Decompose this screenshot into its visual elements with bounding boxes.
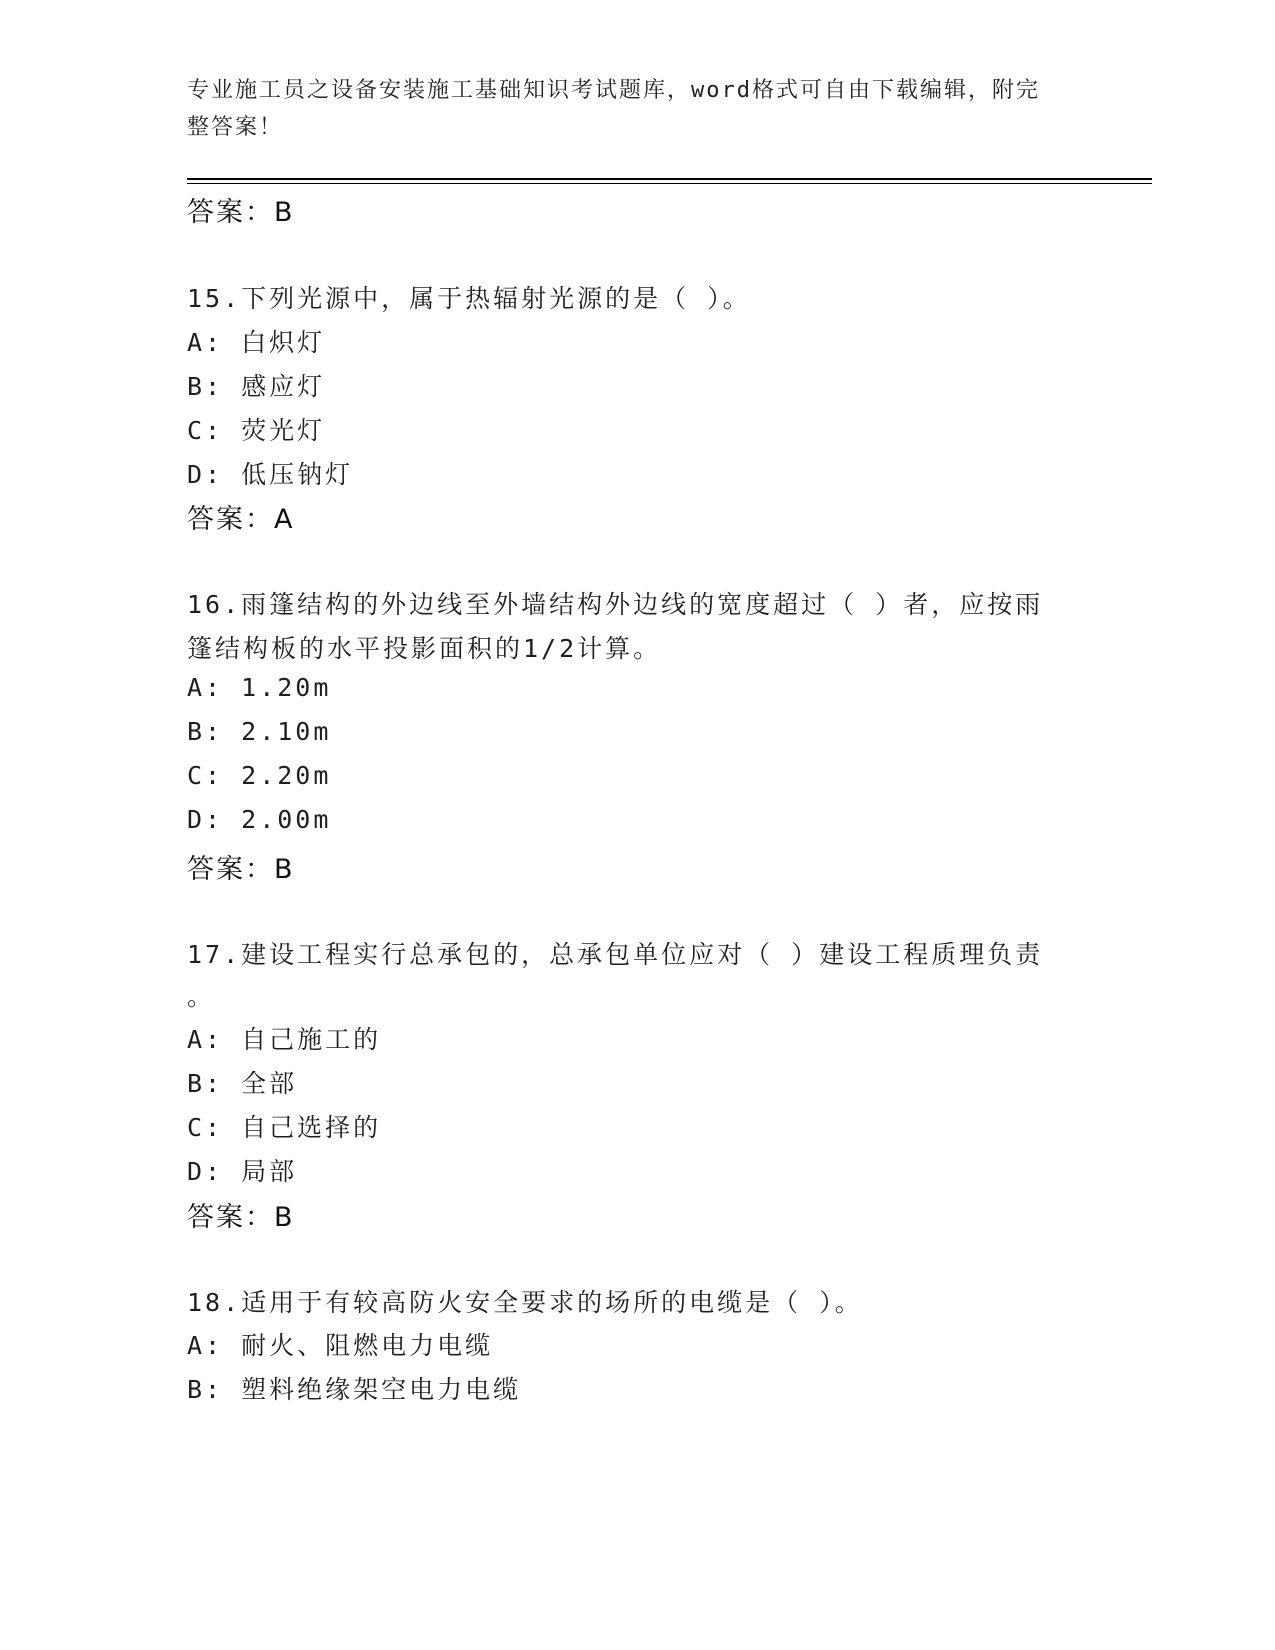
question-16-stem-line-1: 16.雨篷结构的外边线至外墙结构外边线的宽度超过（ ）者，应按雨 — [187, 590, 1044, 619]
question-17-stem-line-1: 17.建设工程实行总承包的，总承包单位应对（ ）建设工程质理负责 — [187, 940, 1044, 969]
question-16-option-c: C: 2.20m — [187, 761, 332, 790]
question-15-option-c: C: 荧光灯 — [187, 416, 326, 445]
question-17-option-a: A: 自己施工的 — [187, 1025, 382, 1054]
question-16-option-b: B: 2.10m — [187, 717, 332, 746]
previous-answer: 答案：B — [187, 197, 295, 228]
document-header — [187, 72, 1067, 146]
header-divider-thick — [187, 178, 1152, 180]
question-15-answer: 答案：A — [187, 504, 295, 535]
question-15-option-a: A: 白炽灯 — [187, 328, 326, 357]
question-17-option-d: D: 局部 — [187, 1157, 298, 1186]
header-line-2: 整答案！ — [187, 115, 284, 140]
question-18-option-b: B: 塑料绝缘架空电力电缆 — [187, 1375, 522, 1404]
header-divider-thin — [187, 183, 1152, 184]
question-15-option-b: B: 感应灯 — [187, 372, 326, 401]
question-16-stem-line-2: 篷结构板的水平投影面积的1/2计算。 — [187, 634, 662, 663]
question-15-stem: 15.下列光源中，属于热辐射光源的是（ ）。 — [187, 284, 751, 313]
question-17-option-b: B: 全部 — [187, 1069, 298, 1098]
question-18-stem: 18.适用于有较高防火安全要求的场所的电缆是（ ）。 — [187, 1288, 863, 1317]
question-17-answer: 答案：B — [187, 1202, 295, 1233]
question-16-option-a: A: 1.20m — [187, 673, 332, 702]
question-18-option-a: A: 耐火、阻燃电力电缆 — [187, 1331, 494, 1360]
question-16-answer: 答案：B — [187, 854, 295, 885]
question-15-option-d: D: 低压钠灯 — [187, 460, 354, 489]
question-17-option-c: C: 自己选择的 — [187, 1113, 382, 1142]
header-line-1: 专业施工员之设备安装施工基础知识考试题库，word格式可自由下载编辑，附完 — [187, 78, 1040, 103]
question-16-option-d: D: 2.00m — [187, 805, 332, 834]
question-17-stem-line-2: 。 — [187, 982, 216, 1011]
